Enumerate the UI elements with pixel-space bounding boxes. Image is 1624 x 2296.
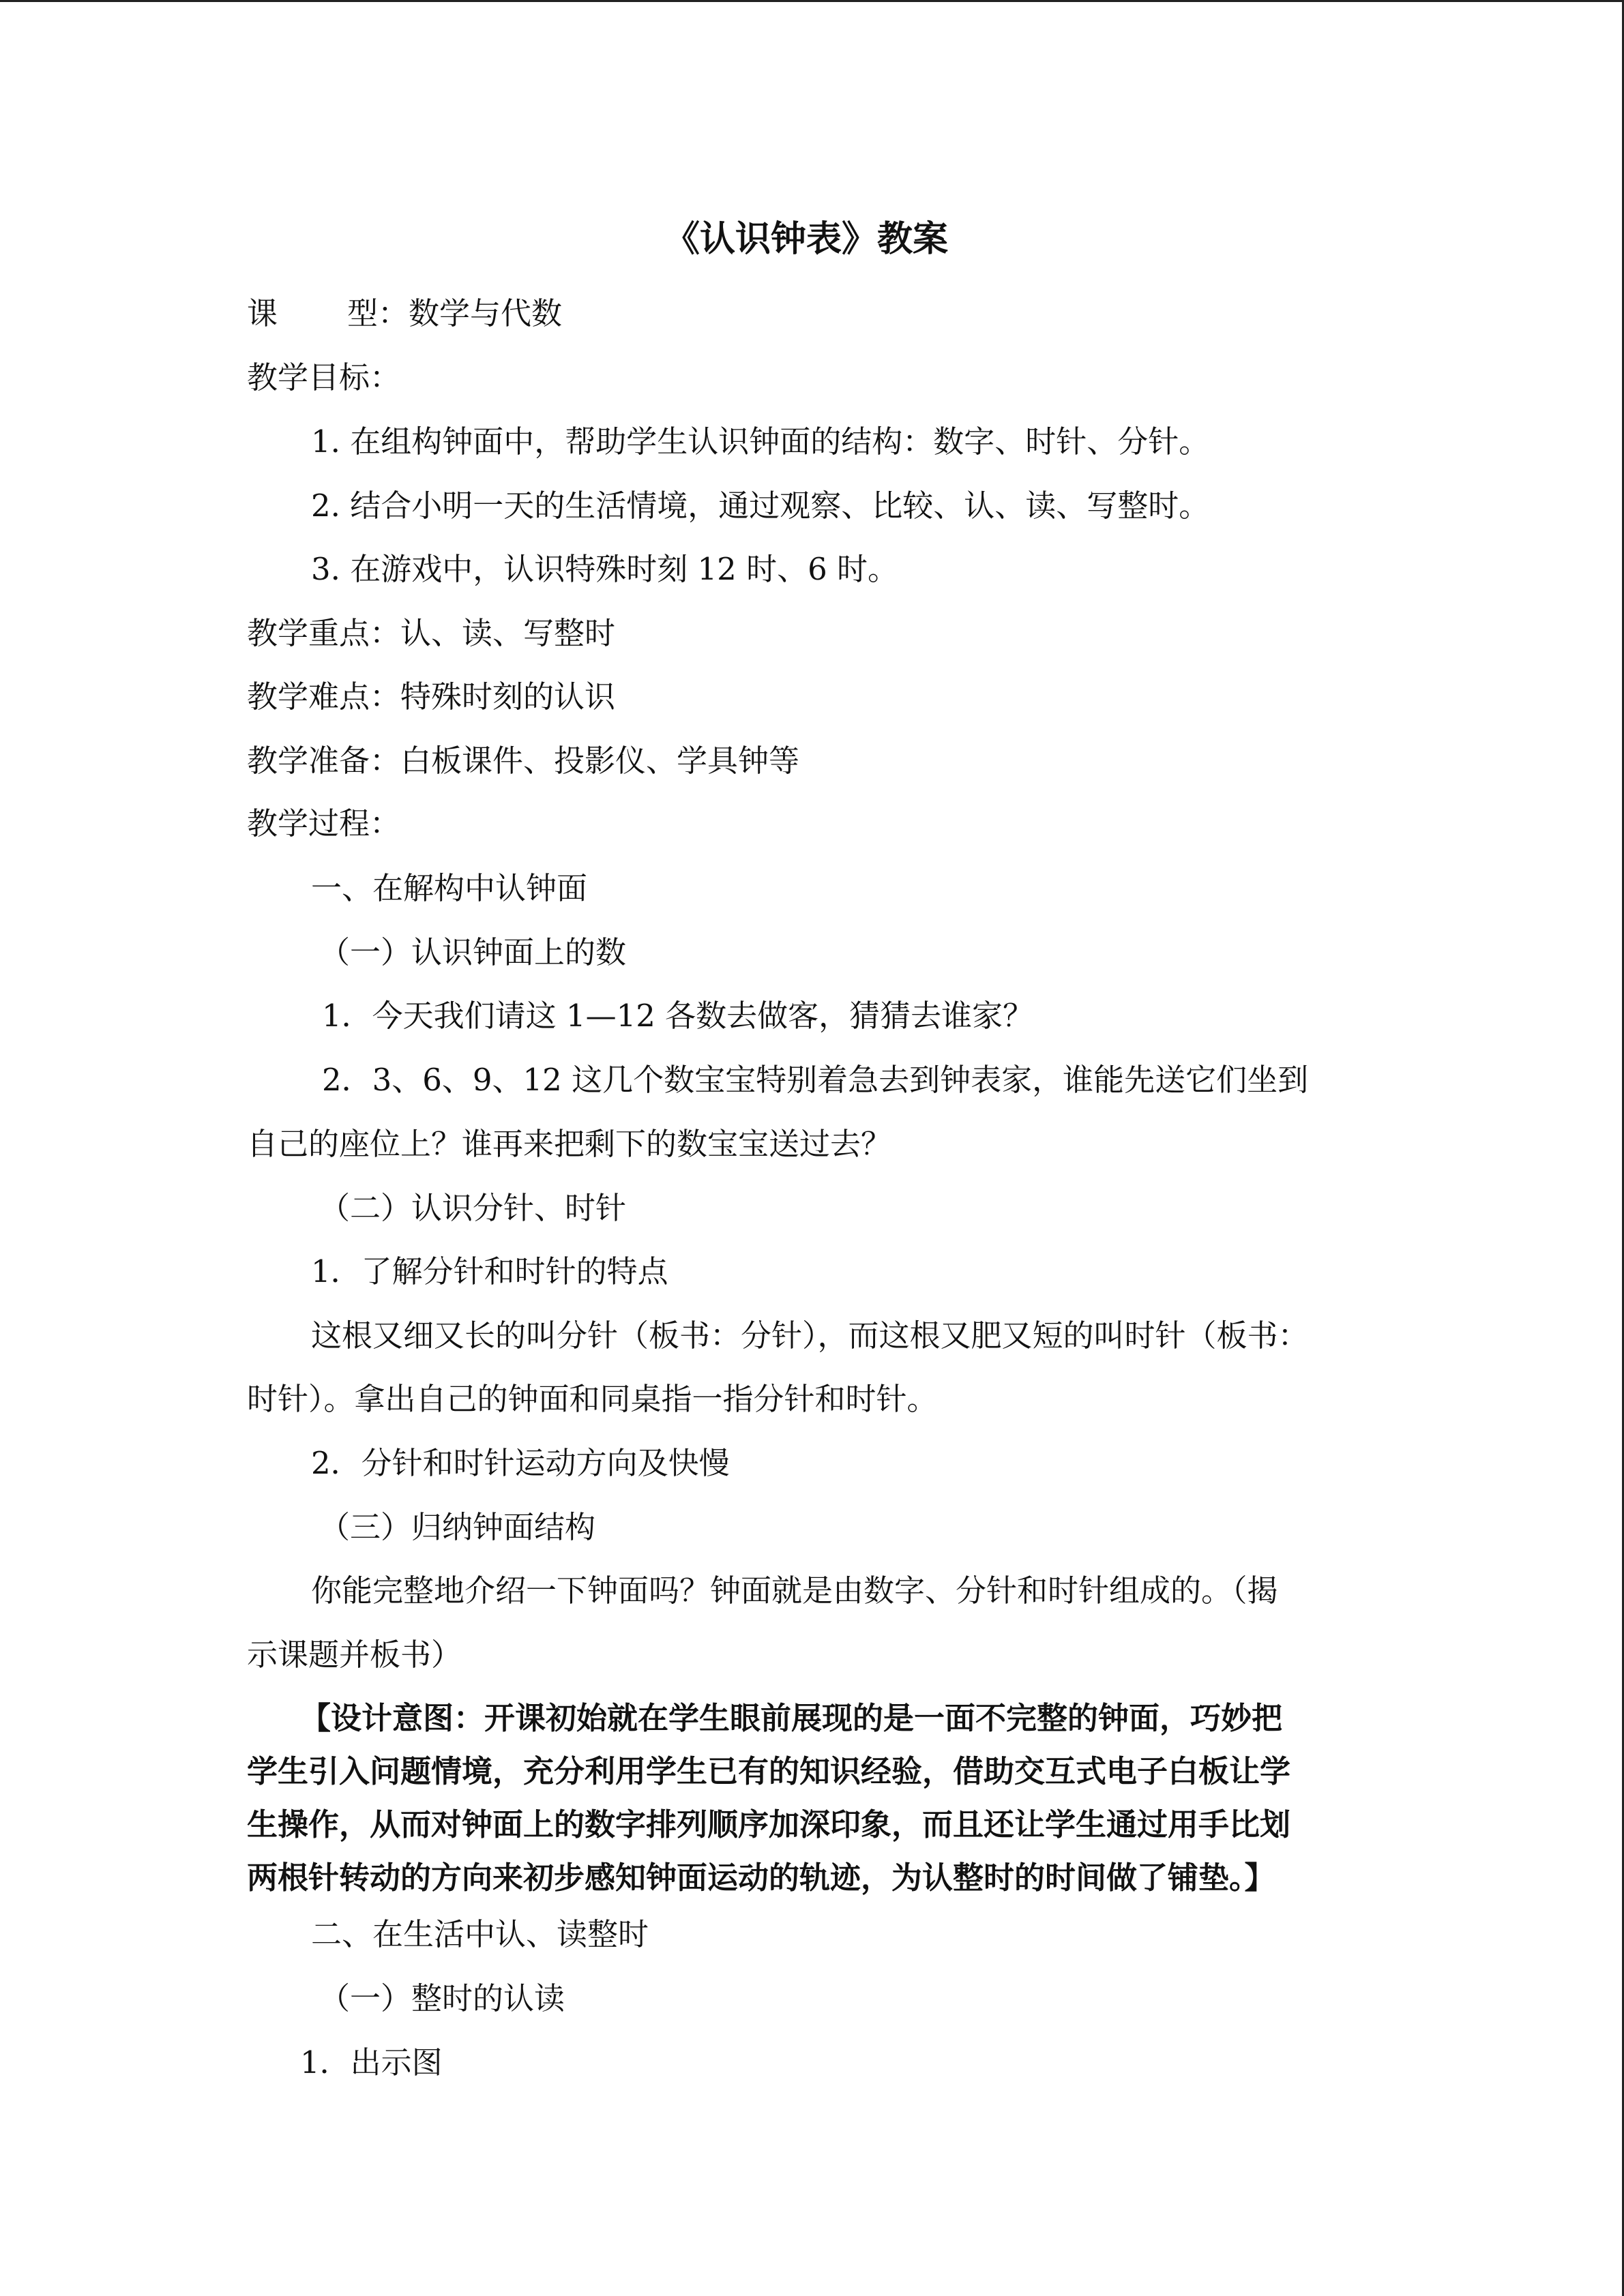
design-intent-line: 两根针转动的方向来初步感知钟面运动的轨迹，为认整时的时间做了铺垫。】	[247, 1860, 1275, 1896]
design-intent-line: 学生引入问题情境，充分利用学生已有的知识经验，借助交互式电子白板让学	[247, 1753, 1291, 1789]
subsection-heading: （三）归纳钟面结构	[319, 1509, 596, 1545]
section-heading: 二、在生活中认、读整时	[311, 1916, 649, 1952]
paragraph-line: 这根又细又长的叫分针（板书：分针），而这根又肥又短的叫时针（板书：	[311, 1317, 1309, 1354]
paragraph-line: 你能完整地介绍一下钟面吗？钟面就是由数字、分针和时针组成的。（揭	[311, 1572, 1278, 1609]
process-heading: 教学过程：	[247, 805, 401, 841]
objective-item: 3. 在游戏中，认识特殊时刻 12 时、6 时。	[311, 551, 899, 587]
lesson-type-line	[247, 293, 562, 334]
design-intent-line: 【设计意图：开课初始就在学生眼前展现的是一面不完整的钟面，巧妙把	[300, 1700, 1283, 1736]
difficulty-line: 教学难点：特殊时刻的认识	[247, 679, 616, 715]
paragraph-line: 2．分针和时针运动方向及快慢	[311, 1445, 730, 1481]
lesson-type-label-b: 型：数学与代数	[347, 295, 563, 331]
document-title: 《认识钟表》教案	[664, 218, 948, 260]
key-point-line: 教学重点：认、读、写整时	[247, 615, 616, 651]
paragraph-line: 时针）。拿出自己的钟面和同桌指一指分针和时针。	[247, 1381, 938, 1417]
paragraph-line: 1．今天我们请这 1—12 各数去做客，猜猜去谁家？	[322, 998, 1034, 1034]
subsection-heading: （一）认识钟面上的数	[319, 934, 627, 970]
paragraph-line: 示课题并板书）	[247, 1637, 462, 1673]
objective-item: 2. 结合小明一天的生活情境，通过观察、比较、认、读、写整时。	[311, 488, 1210, 524]
paragraph-line: 自己的座位上？谁再来把剩下的数宝宝送过去？	[247, 1126, 892, 1162]
subsection-heading: （一）整时的认读	[319, 1980, 565, 2016]
paragraph-line: 1．出示图	[300, 2044, 443, 2081]
design-intent-line: 生操作，从而对钟面上的数字排列顺序加深印象，而且还让学生通过用手比划	[247, 1806, 1291, 1843]
paragraph-line: 1．了解分针和时针的特点	[311, 1253, 668, 1289]
lesson-type-label-a: 课	[247, 295, 278, 331]
paragraph-line: 2．3、6、9、12 这几个数宝宝特别着急去到钟表家，谁能先送它们坐到	[322, 1062, 1309, 1098]
section-heading: 一、在解构中认钟面	[311, 870, 588, 906]
preparation-line: 教学准备：白板课件、投影仪、学具钟等	[247, 743, 800, 779]
page-top-border	[0, 0, 1624, 2]
objective-item: 1. 在组构钟面中，帮助学生认识钟面的结构：数字、时针、分针。	[311, 423, 1210, 460]
subsection-heading: （二）认识分针、时针	[319, 1190, 627, 1226]
objectives-heading: 教学目标：	[247, 359, 401, 396]
